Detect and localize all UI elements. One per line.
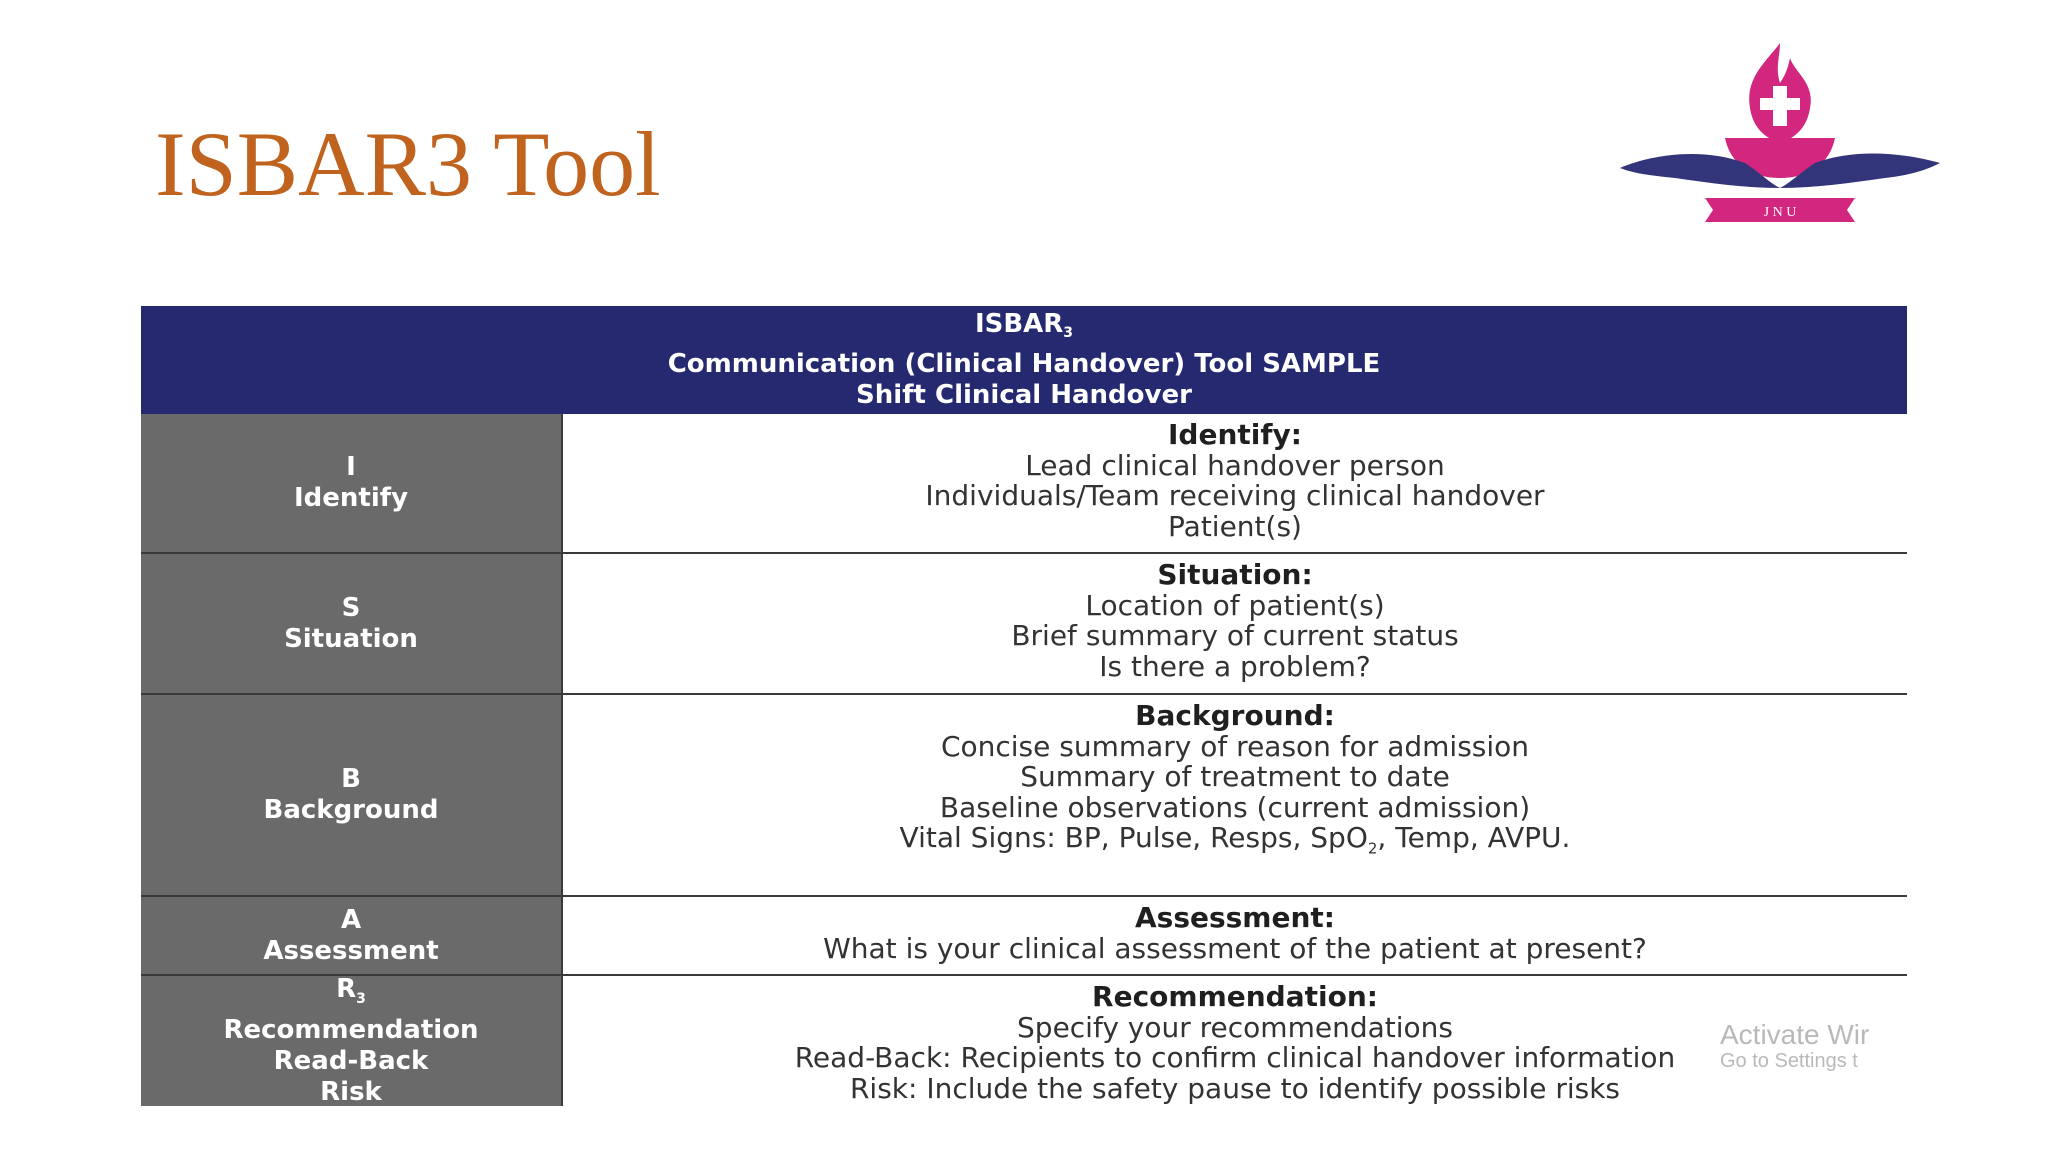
row-line: Risk: Include the safety pause to identify possible risks xyxy=(849,1071,1621,1105)
row-heading: Background: xyxy=(1135,699,1335,732)
row-line: Concise summary of reason for admission xyxy=(940,729,1530,763)
table-row xyxy=(141,897,1907,976)
row-letter: R xyxy=(336,974,357,1004)
row-name: Risk xyxy=(320,1077,382,1107)
row-letter: A xyxy=(340,904,362,935)
watermark-line2: Go to Settings t xyxy=(1720,1050,1858,1072)
header-subscript: 3 xyxy=(1063,325,1074,341)
row-label-background xyxy=(141,695,563,895)
row-letter: B xyxy=(341,764,361,794)
slide-title: ISBAR3 Tool xyxy=(155,113,661,215)
row-line: Read-Back: Recipients to confirm clinical handover information xyxy=(794,1041,1676,1074)
row-line: Baseline observations (current admission) xyxy=(939,790,1531,824)
row-content-identify xyxy=(563,414,1907,552)
row-content-recommendation xyxy=(563,976,1907,1106)
row-line: Patient(s) xyxy=(1168,509,1302,543)
row-name: Situation xyxy=(284,623,418,654)
table-row xyxy=(141,554,1907,695)
row-line: Lead clinical handover person xyxy=(1025,448,1445,482)
row-name: Read-Back xyxy=(273,1046,429,1076)
row-label-recommendation xyxy=(141,976,563,1106)
row-line: What is your clinical assessment of the patient at present? xyxy=(823,931,1647,965)
header-line1 xyxy=(975,309,1073,349)
row-label-identify xyxy=(141,414,563,552)
row-content-situation xyxy=(563,554,1907,693)
row-line: Individuals/Team receiving clinical handover xyxy=(925,479,1545,512)
row-heading: Situation: xyxy=(1157,558,1313,591)
row-heading: Assessment: xyxy=(1134,901,1335,934)
header-line3: Shift Clinical Handover xyxy=(856,380,1192,410)
row-name: Background xyxy=(263,795,439,825)
row-line: Summary of treatment to date xyxy=(1020,760,1450,793)
row-name: Recommendation xyxy=(223,1015,479,1045)
row-content-assessment xyxy=(563,897,1907,974)
row-heading: Recommendation: xyxy=(1092,980,1378,1013)
table-row xyxy=(141,695,1907,897)
row-heading: Identify: xyxy=(1168,418,1302,451)
row-letter-subscript: 3 xyxy=(356,991,366,1007)
row-letter: S xyxy=(341,592,361,623)
row-line: Brief summary of current status xyxy=(1011,619,1459,652)
vital-signs-line xyxy=(900,823,1571,864)
table-row xyxy=(141,414,1907,554)
header-isbar: ISBAR xyxy=(974,309,1064,339)
jnu-logo xyxy=(1615,38,1945,233)
row-line: Is there a problem? xyxy=(1099,649,1371,683)
header-line2: Communication (Clinical Handover) Tool SAMPLE xyxy=(667,349,1381,379)
vitals-subscript: 2 xyxy=(1367,839,1378,858)
row-label-situation xyxy=(141,554,563,693)
activate-windows-watermark xyxy=(1720,1020,1907,1072)
row-content-background xyxy=(563,695,1907,895)
table-row xyxy=(141,976,1907,1106)
row-label-assessment xyxy=(141,897,563,974)
row-line: Specify your recommendations xyxy=(1017,1010,1453,1044)
table-header xyxy=(141,306,1907,414)
vitals-after: , Temp, AVPU. xyxy=(1377,821,1571,854)
row-letter: I xyxy=(346,452,356,482)
row-name: Identify xyxy=(293,483,409,513)
vitals-before: Vital Signs: BP, Pulse, Resps, SpO xyxy=(899,821,1368,854)
row-letter-wrap xyxy=(336,974,366,1015)
row-name: Assessment xyxy=(263,935,439,966)
watermark-line1: Activate Wir xyxy=(1720,1020,1870,1050)
logo-text: J N U xyxy=(1763,205,1797,220)
isbar-table xyxy=(141,306,1907,1106)
row-line: Location of patient(s) xyxy=(1085,588,1385,622)
